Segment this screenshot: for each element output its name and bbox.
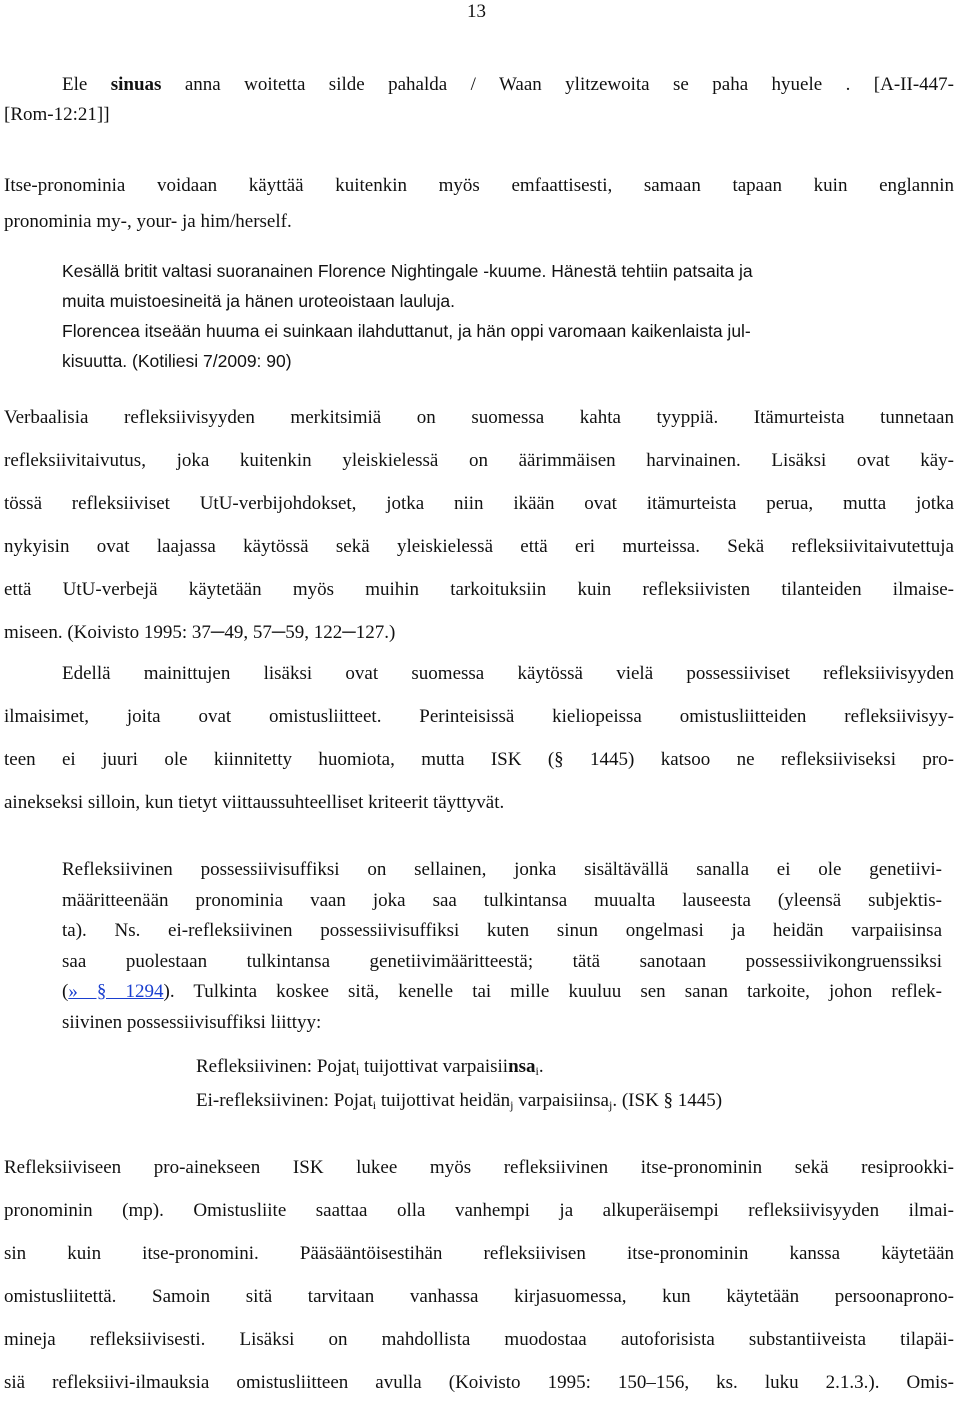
example-non-reflexive: Ei-refleksiivinen: Pojat$_i$ tuijottivat heidän$_j$ varpaisiinsa$_j$. (ISK § 1445) — [196, 1090, 723, 1112]
citation-line: kisuutta. (Kotiliesi 7/2009: 90) — [62, 351, 292, 371]
text-line: Edellä mainittujen lisäksi ovat suomessa käytössä vielä possessiiviset refleksiivisyyden — [62, 663, 954, 684]
paragraph-itse-pronoun — [4, 168, 954, 240]
example-reflexive: Refleksiivinen: Pojat$_i$ tuijottivat varpaisiinsa$_i$. — [196, 1056, 544, 1078]
citation-line: Kesällä britit valtasi suoranainen Florence Nightingale -kuume. Hänestä tehtiin patsaita ja — [62, 261, 753, 281]
text-line: teen ei juuri ole kiinnitetty huomiota, mutta ISK (§ 1445) katsoo ne refleksiiviseksi pro- — [4, 749, 954, 770]
citation-isk — [62, 855, 942, 1038]
citation-line: (» § 1294). Tulkinta koskee sitä, kenelle tai mille kuuluu sen sanan tarkoite, johon reflek- — [62, 981, 942, 1002]
quote-line-2: [Rom-12:21]] — [4, 104, 110, 125]
paragraph-possessive — [4, 652, 954, 824]
text-line: omistusliitettä. Samoin sitä tarvitaan vanhassa kirjasuomessa, kun käytetään persoonaprono- — [4, 1286, 954, 1307]
citation-kotiliesi — [62, 256, 954, 376]
archaic-quote — [4, 70, 954, 130]
page-number: 13 — [467, 1, 486, 22]
paragraph-verbal-markers — [4, 396, 954, 654]
text-line: refleksiivitaivutus, joka kuitenkin yleiskielessä on äärimmäisen harvinainen. Lisäksi ovat käy- — [4, 450, 954, 471]
text-line: Refleksiiviseen pro-ainekseen ISK lukee myös refleksiivinen itse-pronominin sekä resiprookki- — [4, 1157, 954, 1178]
isk-section-link[interactable]: » § 1294 — [68, 981, 164, 1002]
paragraph-pro-element — [4, 1146, 954, 1404]
text-line: että UtU-verbejä käytetään myös muihin tarkoituksiin kuin refleksiivisten tilanteiden ilmaise- — [4, 579, 954, 600]
text-line: siä refleksiivi-ilmauksia omistusliitteen avulla (Koivisto 1995: 150–156, ks. luku 2.1.3.). Omis- — [4, 1372, 954, 1393]
text-line: nykyisin ovat laajassa käytössä sekä yleiskielessä että eri murteissa. Sekä refleksiivitaivutettuja — [4, 536, 954, 557]
text-line: pronominia my-, your- ja him/herself. — [4, 211, 292, 232]
citation-line: saa puolestaan tulkintansa genetiivimääritteestä; tätä sanotaan possessiivikongruenssiksi — [62, 950, 942, 972]
text-line: ilmaisimet, joita ovat omistusliitteet. Perinteisissä kieliopeissa omistusliitteiden refleksiivisyy- — [4, 706, 954, 727]
text-line: pronominin (mp). Omistusliite saattaa olla vanhempi ja alkuperäisempi refleksiivisyyden ilmai- — [4, 1200, 954, 1221]
citation-line: siivinen possessiivisuffiksi liittyy: — [62, 1011, 322, 1033]
text-line: tössä refleksiiviset UtU-verbijohdokset, jotka niin ikään ovat itämurteista perua, mutta jotka — [4, 493, 954, 514]
citation-line: Refleksiivinen possessiivisuffiksi on sellainen, jonka sisältävällä sanalla ei ole genetiivi- — [62, 859, 942, 880]
text-line: mineja refleksiivisesti. Lisäksi on mahdollista muodostaa autoforisista substantiiveista tilapäi- — [4, 1329, 954, 1350]
text-line: Verbaalisia refleksiivisyyden merkitsimiä on suomessa kahta tyyppiä. Itämurteista tunnetaan — [4, 407, 954, 428]
quote-line-1: Ele sinuas anna woitetta silde pahalda / Waan ylitzewoita se paha hyuele . [A-II-447- — [62, 74, 954, 95]
citation-line: määritteenään pronominia vaan joka saa tulkintansa muualta lauseesta (yleensä subjektis- — [62, 889, 942, 911]
citation-line: muita muistoesineitä ja hänen uroteoistaan lauluja. — [62, 291, 456, 311]
citation-line: ta). Ns. ei-refleksiivinen possessiivisuffiksi kuten sinun ongelmasi ja heidän varpaiisinsa — [62, 920, 942, 941]
text-line: Itse-pronominia voidaan käyttää kuitenkin myös emfaattisesti, samaan tapaan kuin englannin — [4, 175, 954, 196]
text-line: ainekseksi silloin, kun tietyt viittaussuhteelliset kriteerit täyttyvät. — [4, 792, 505, 813]
citation-line: Florencea itseään huuma ei suinkaan ilahduttanut, ja hän oppi varomaan kaikenlaista jul- — [62, 321, 751, 341]
text-line: miseen. (Koivisto 1995: 37─49, 57─59, 122─127.) — [4, 622, 396, 643]
examples — [196, 1052, 936, 1120]
text-line: sin kuin itse-pronomini. Pääsääntöisestihän refleksiivisen itse-pronominin kanssa käytetään — [4, 1243, 954, 1264]
